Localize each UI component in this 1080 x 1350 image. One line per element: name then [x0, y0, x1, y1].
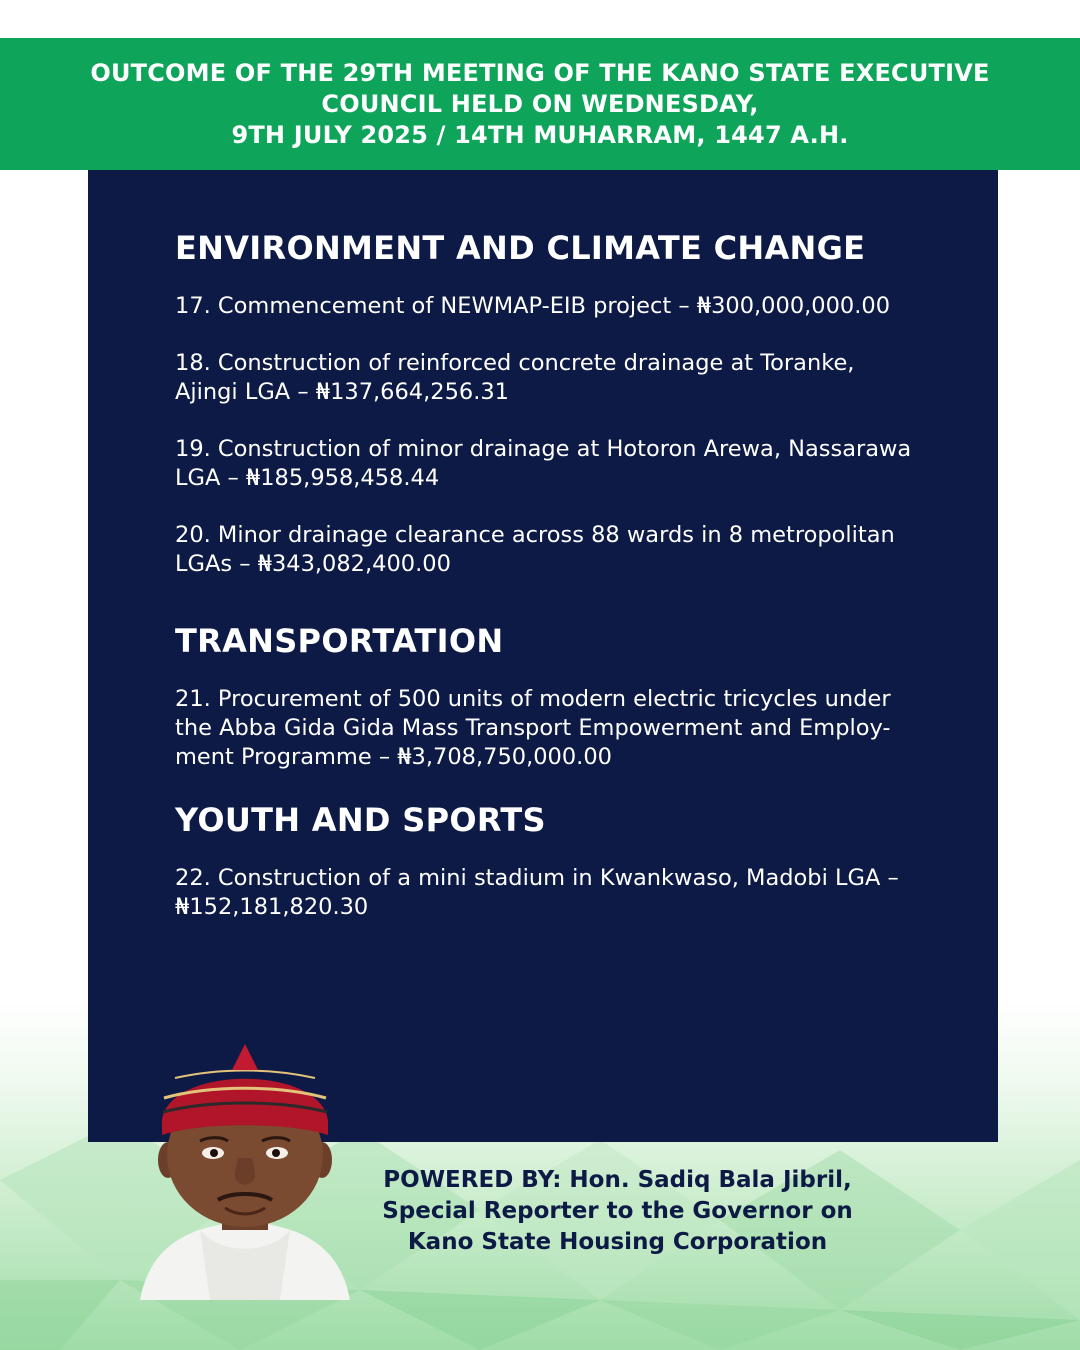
- header-banner: [0, 38, 1080, 170]
- list-item: [175, 685, 958, 772]
- list-item: [175, 292, 958, 321]
- item-text-line: the Abba Gida Gida Mass Transport Empowerment and Employ-: [175, 715, 891, 741]
- item-text-line: 21. Procurement of 500 units of modern electric tricycles under: [175, 686, 891, 712]
- credit-line: Kano State Housing Corporation: [407, 1229, 828, 1255]
- item-text-line: 22. Construction of a mini stadium in Kwankwaso, Madobi LGA –: [175, 865, 899, 891]
- list-item: [175, 435, 958, 493]
- governor-portrait: [130, 1040, 360, 1300]
- section-transportation: [175, 621, 958, 772]
- item-text-line: LGA – ₦185,958,458.44: [175, 465, 440, 491]
- content-panel: [88, 170, 998, 1142]
- list-item: [175, 349, 958, 407]
- item-text-line: 18. Construction of reinforced concrete drainage at Toranke,: [175, 350, 855, 376]
- list-item: [175, 864, 958, 922]
- section-title: YOUTH AND SPORTS: [175, 801, 546, 839]
- header-title-line: COUNCIL HELD ON WEDNESDAY,: [321, 89, 759, 118]
- header-title-line: OUTCOME OF THE 29TH MEETING OF THE KANO STATE EXECUTIVE: [90, 58, 990, 87]
- list-item: [175, 521, 958, 579]
- item-text-line: 17. Commencement of NEWMAP-EIB project – ₦300,000,000.00: [175, 293, 891, 319]
- section-title: TRANSPORTATION: [175, 622, 504, 660]
- section-youth-sports: [175, 800, 958, 922]
- item-text-line: ment Programme – ₦3,708,750,000.00: [175, 744, 612, 770]
- item-text-line: Ajingi LGA – ₦137,664,256.31: [175, 379, 509, 405]
- header-title-line: 9TH JULY 2025 / 14TH MUHARRAM, 1447 A.H.: [231, 120, 849, 149]
- item-text-line: 20. Minor drainage clearance across 88 wards in 8 metropolitan: [175, 522, 895, 548]
- credit-line: Special Reporter to the Governor on: [382, 1198, 853, 1224]
- credit-block: [350, 1165, 885, 1258]
- section-title: ENVIRONMENT AND CLIMATE CHANGE: [175, 229, 866, 267]
- credit-line: POWERED BY: Hon. Sadiq Bala Jibril,: [383, 1167, 852, 1193]
- item-text-line: LGAs – ₦343,082,400.00: [175, 551, 451, 577]
- item-text-line: 19. Construction of minor drainage at Hotoron Arewa, Nassarawa: [175, 436, 912, 462]
- item-text-line: ₦152,181,820.30: [175, 894, 369, 920]
- section-environment: [175, 228, 958, 579]
